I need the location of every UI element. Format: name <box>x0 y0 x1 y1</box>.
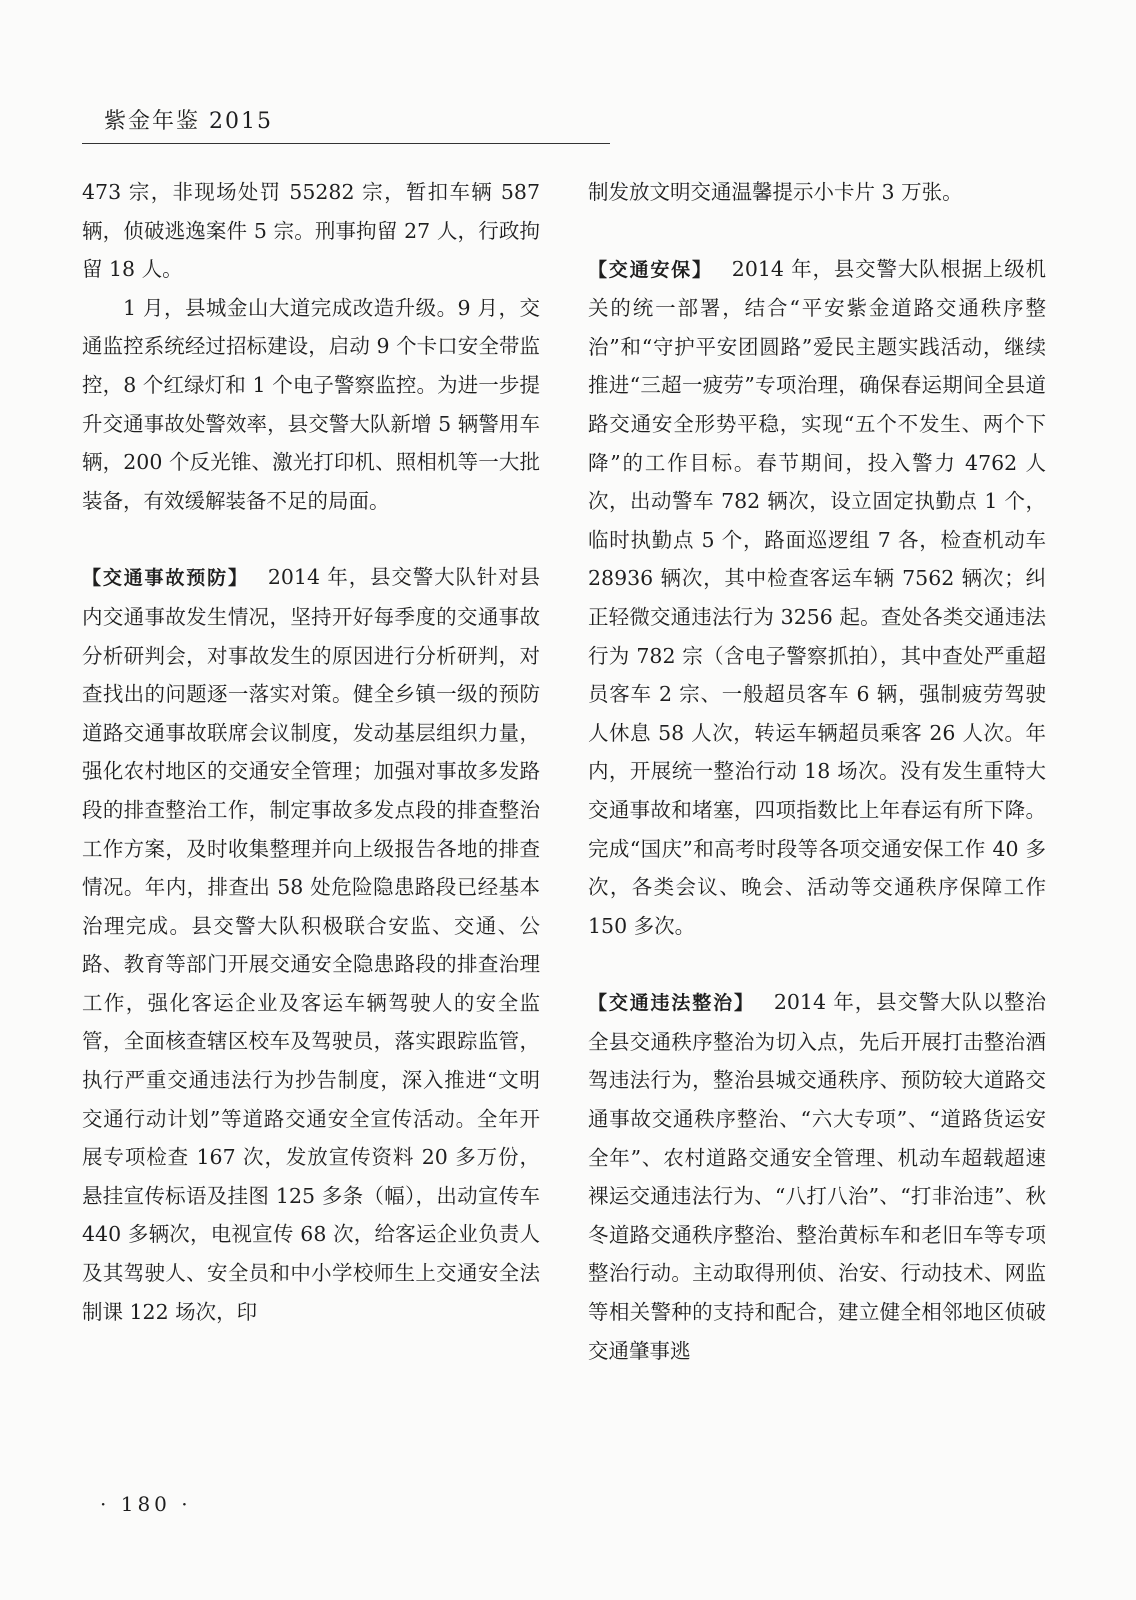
left-column <box>82 173 540 1331</box>
right-column <box>588 173 1046 1370</box>
section-traffic-security <box>588 250 1046 946</box>
paragraph-continuation-right: 制发放文明交通温馨提示小卡片 3 万张。 <box>588 180 963 204</box>
header-rule <box>82 143 610 144</box>
section-accident-prevention <box>82 558 540 1331</box>
section-heading-traffic-security: 【交通安保】 <box>588 258 713 281</box>
page-number: · 180 · <box>100 1492 192 1516</box>
section-heading-violation-control: 【交通违法整治】 <box>588 992 755 1015</box>
section-heading-accident-prevention: 【交通事故预防】 <box>82 567 249 590</box>
page-header-title: 紫金年鉴 2015 <box>104 109 273 134</box>
section-violation-control <box>588 983 1046 1370</box>
section-body-accident-prevention: 2014 年，县交警大队针对县内交通事故发生情况，坚持开好每季度的交通事故分析研判会，对事故发生的原因进行分析研判，对查找出的问题逐一落实对策。健全乡镇一级的预防道路交通事故联席会议制度，发动基层组织力量，强化农村地区的交通安全管理；加强对事故多发路段的排查整治工作，制定事故多发点段的排查整治工作方案，及时收集整理并向上级报告各地的排查情况。年内，排查出 58 处危险隐患路段已经基本治理完成。县交警大队积极联合安监、交通、公路、教育等部门开展交通安全隐患路段的排查治理工作，强化客运企业及客运车辆驾驶人的安全监管，全面核查辖区校车及驾驶员，落实跟踪监管，执行严重交通违法行为抄告制度，深入推进“文明交通行动计划”等道路交通安全宣传活动。全年开展专项检查 167 次，发放宣传资料 20 多万份，悬挂宣传标语及挂图 125 多条（幅），出动宣传车 440 多辆次，电视宣传 68 次，给客运企业负责人及其驾驶人、安全员和中小学校师生上交通安全法制课 122 场次，印 <box>82 565 540 1324</box>
section-body-traffic-security: 2014 年，县交警大队根据上级机关的统一部署，结合“平安紫金道路交通秩序整治”和“守护平安团圆路”爱民主题实践活动，继续推进“三超一疲劳”专项治理，确保春运期间全县道路交通安全形势平稳，实现“五个不发生、两个下降”的工作目标。春节期间，投入警力 4762 人次，出动警车 782 辆次，设立固定执勤点 1 个，临时执勤点 5 个，路面巡逻组 7 各，检查机动车 28936 辆次，其中检查客运车辆 7562 辆次；纠正轻微交通违法行为 3256 起。查处各类交通违法行为 782 宗（含电子警察抓拍），其中查处严重超员客车 2 宗、一般超员客车 6 辆，强制疲劳驾驶人休息 58 人次，转运车辆超员乘客 26 人次。年内，开展统一整治行动 18 场次。没有发生重特大交通事故和堵塞，四项指数比上年春运有所下降。完成“国庆”和高考时段等各项交通安保工作 40 多次，各类会议、晚会、活动等交通秩序保障工作 150 多次。 <box>588 256 1046 938</box>
paragraph-continuation: 473 宗，非现场处罚 55282 宗，暂扣车辆 587 辆，侦破逃逸案件 5 宗。刑事拘留 27 人，行政拘留 18 人。 <box>82 180 540 282</box>
section-body-violation-control: 2014 年，县交警大队以整治全县交通秩序整治为切入点，先后开展打击整治酒驾违法行为，整治县城交通秩序、预防较大道路交通事故交通秩序整治、“六大专项”、“道路货运安全年”、农村道路交通安全管理、机动车超载超速裸运交通违法行为、“八打八治”、“打非治违”、秋冬道路交通秩序整治、整治黄标车和老旧车等专项整治行动。主动取得刑侦、治安、行动技术、网监等相关警种的支持和配合，建立健全相邻地区侦破交通肇事逃 <box>588 990 1046 1363</box>
paragraph-monitoring-upgrade: 1 月，县城金山大道完成改造升级。9 月，交通监控系统经过招标建设，启动 9 个卡口安全带监控，8 个红绿灯和 1 个电子警察监控。为进一步提升交通事故处警效率，县交警大队新增 5 辆警用车辆，200 个反光锥、激光打印机、照相机等一大批装备，有效缓解装备不足的局面。 <box>82 295 540 513</box>
